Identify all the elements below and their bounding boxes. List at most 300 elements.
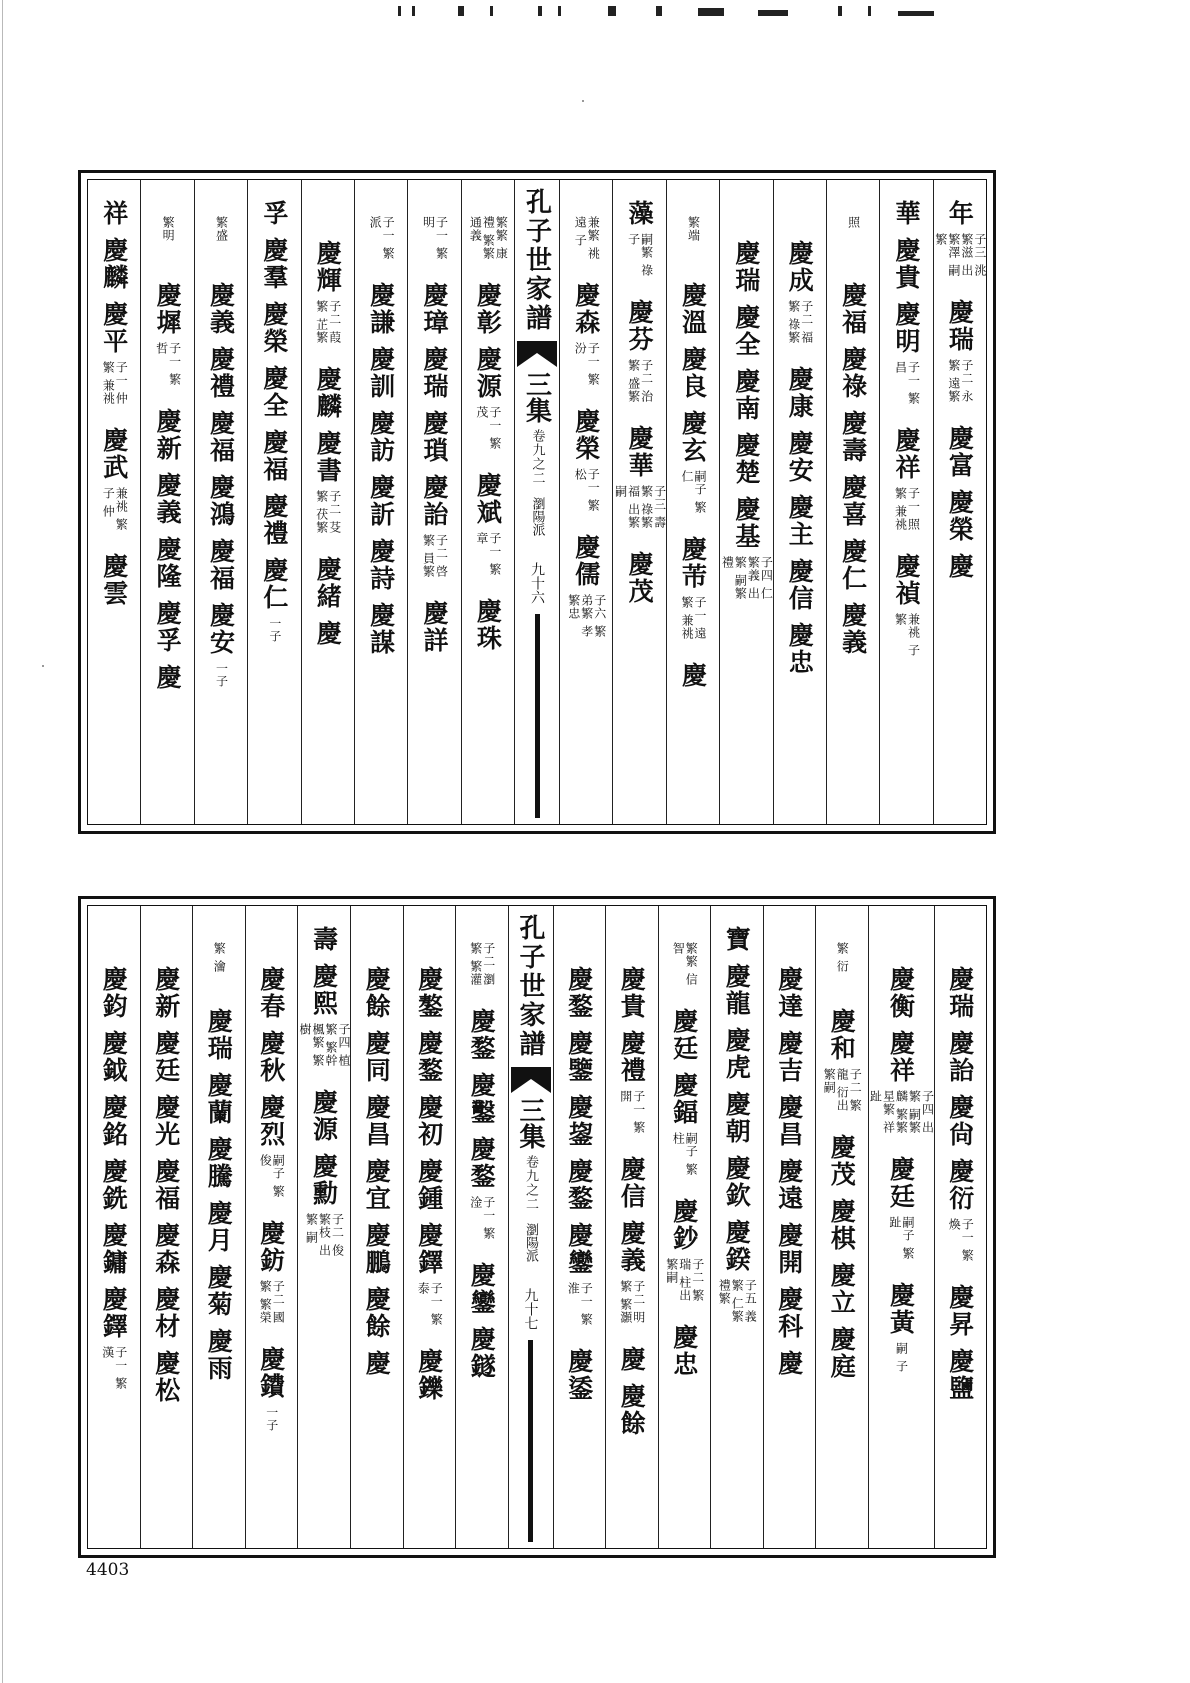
person-name: 慶明 bbox=[891, 301, 921, 355]
genealogy-entry bbox=[731, 304, 761, 358]
genealogy-entry bbox=[945, 1030, 975, 1084]
genealogy-entry bbox=[838, 474, 868, 528]
spine-bar bbox=[535, 614, 540, 818]
genealogy-entry bbox=[945, 966, 975, 1020]
person-name: 孚 bbox=[259, 200, 289, 227]
person-name: 慶芾 bbox=[678, 536, 708, 590]
genealogy-entry bbox=[473, 282, 503, 336]
person-name: 慶瑣 bbox=[419, 410, 449, 464]
book-page-number: 4403 bbox=[86, 1560, 130, 1580]
person-name: 慶吉 bbox=[774, 1030, 804, 1084]
person-name: 慶珠 bbox=[473, 598, 503, 652]
genealogy-entry bbox=[99, 1158, 129, 1212]
genealogy-entry bbox=[722, 963, 752, 1017]
person-name: 慶主 bbox=[785, 494, 815, 548]
person-name: 慶鑿 bbox=[467, 1072, 497, 1126]
genealogy-entry bbox=[151, 1094, 181, 1148]
person-name: 慶基 bbox=[731, 496, 761, 550]
genealogy-entry bbox=[259, 557, 289, 673]
genealogy-entry bbox=[362, 1222, 392, 1276]
genealogy-column bbox=[88, 180, 140, 824]
genealogy-column bbox=[140, 180, 193, 824]
lineage-note: 子二 瀏繁 繁灌 bbox=[468, 942, 496, 986]
genealogy-entry bbox=[467, 1326, 497, 1380]
person-name: 慶全 bbox=[259, 365, 289, 419]
genealogy-entry bbox=[617, 1383, 647, 1437]
genealogy-entry bbox=[886, 966, 916, 1020]
lineage-note: 子二 繁龍 衍出 繁嗣 bbox=[822, 1068, 863, 1112]
person-name: 慶瑞 bbox=[204, 1008, 234, 1062]
genealogy-entry bbox=[419, 410, 449, 464]
person-name: 慶開 bbox=[774, 1222, 804, 1276]
genealogy-entry bbox=[305, 1153, 344, 1269]
genealogy-entry bbox=[259, 301, 289, 355]
genealogy-entry bbox=[467, 1072, 497, 1126]
lineage-note: 子六 繁弟繁 孝繁忠 bbox=[566, 594, 607, 638]
genealogy-entry bbox=[774, 1094, 804, 1148]
lineage-note: 子一 繁漢 bbox=[100, 1346, 128, 1390]
person-name: 慶武 bbox=[99, 427, 129, 481]
person-name: 慶義 bbox=[153, 472, 183, 526]
person-name: 慶詒 bbox=[419, 474, 449, 528]
genealogy-entry bbox=[419, 282, 449, 336]
person-name: 慶禎 bbox=[891, 553, 921, 607]
genealogy-entry bbox=[309, 926, 339, 953]
genealogy-entry bbox=[467, 1008, 497, 1062]
person-name: 慶福 bbox=[151, 1158, 181, 1212]
person-name: 慶廷 bbox=[151, 1030, 181, 1084]
lineage-note: 子四 出繁 嗣繁麟 繁繁 星繁 祥趾 bbox=[868, 1090, 935, 1134]
genealogy-entry bbox=[469, 936, 495, 998]
person-name: 慶達 bbox=[774, 966, 804, 1020]
person-name: 慶源 bbox=[309, 1089, 339, 1143]
genealogy-column bbox=[815, 906, 868, 1548]
genealogy-column bbox=[612, 180, 665, 824]
speck bbox=[42, 665, 44, 667]
person-name: 慶蘭 bbox=[204, 1072, 234, 1126]
person-name: 慶訓 bbox=[366, 346, 396, 400]
genealogy-entry bbox=[827, 1134, 857, 1188]
lineage-note: 子二 啓繁 員繁 bbox=[421, 534, 449, 578]
genealogy-entry bbox=[309, 1089, 339, 1143]
genealogy-entry bbox=[838, 346, 868, 400]
genealogy-entry bbox=[366, 602, 396, 656]
person-name: 慶菊 bbox=[204, 1264, 234, 1318]
person-name: 慶鍾 bbox=[414, 1158, 444, 1212]
person-name: 慶詩 bbox=[366, 538, 396, 592]
genealogy-entry bbox=[671, 936, 697, 998]
genealogy-entry bbox=[573, 408, 599, 524]
genealogy-column bbox=[301, 180, 354, 824]
person-name: 慶鈞 bbox=[99, 966, 129, 1020]
person-name: 慶福 bbox=[206, 538, 236, 592]
genealogy-entry bbox=[627, 200, 653, 289]
genealogy-entry bbox=[835, 936, 848, 998]
genealogy-entry bbox=[717, 1219, 756, 1335]
genealogy-entry bbox=[259, 237, 289, 291]
genealogy-entry bbox=[259, 200, 289, 227]
genealogy-entry bbox=[774, 1030, 804, 1084]
lineage-note: 子一 仲繁 兼祧 bbox=[101, 361, 129, 405]
person-name: 寶 bbox=[722, 926, 752, 953]
genealogy-entry bbox=[625, 551, 655, 605]
genealogy-entry bbox=[619, 1220, 645, 1336]
genealogy-column bbox=[666, 180, 719, 824]
person-name: 慶鈁 bbox=[256, 1220, 286, 1274]
genealogy-column bbox=[933, 180, 986, 824]
lineage-note: 一子 bbox=[214, 662, 229, 688]
lineage-note: 子一 遠繁 兼祧 bbox=[679, 596, 707, 640]
person-name: 慶福 bbox=[838, 282, 868, 336]
genealogy-entry bbox=[893, 553, 919, 669]
genealogy-entry bbox=[101, 427, 127, 543]
person-name: 慶黃 bbox=[886, 1282, 916, 1336]
person-name: 慶 bbox=[362, 1350, 392, 1377]
genealogy-entry bbox=[99, 200, 129, 227]
person-name: 慶 bbox=[617, 1346, 647, 1373]
lineage-note: 子一 繁明 bbox=[421, 216, 449, 260]
genealogy-entry bbox=[206, 410, 236, 464]
lineage-note: 子一 繁汾 bbox=[573, 342, 601, 386]
person-name: 慶鵬 bbox=[362, 1222, 392, 1276]
genealogy-entry bbox=[785, 622, 815, 676]
person-name: 慶鹽 bbox=[945, 1348, 975, 1402]
lineage-note: 繁 衍 bbox=[835, 942, 850, 973]
person-name: 慶鐸 bbox=[414, 1222, 444, 1276]
genealogy-entry bbox=[366, 538, 396, 592]
lineage-note: 子三 壽繁 祿繁福 出繁 嗣 bbox=[613, 485, 667, 529]
lineage-note: 子二 福繁 祿繁 bbox=[786, 300, 814, 344]
person-name: 慶鑾 bbox=[564, 1222, 594, 1276]
genealogy-entry bbox=[847, 210, 860, 272]
person-name: 壽 bbox=[309, 926, 339, 953]
genealogy-entry bbox=[564, 1158, 594, 1212]
genealogy-column bbox=[192, 906, 245, 1548]
lineage-note: 子三 洮繁滋 出繁澤 嗣繁 bbox=[933, 233, 987, 277]
lineage-note: 子二 國繁 繁榮 bbox=[258, 1280, 286, 1324]
person-name: 慶義 bbox=[617, 1220, 647, 1274]
genealogy-entry bbox=[204, 1136, 234, 1190]
genealogy-entry bbox=[617, 966, 647, 1020]
person-name: 慶鋆 bbox=[564, 1094, 594, 1148]
genealogy-entry bbox=[366, 474, 396, 528]
genealogy-column bbox=[297, 906, 350, 1548]
person-name: 慶訪 bbox=[366, 410, 396, 464]
genealogy-column bbox=[350, 906, 403, 1548]
genealogy-entry bbox=[564, 1094, 594, 1148]
lineage-note: 一子 bbox=[264, 1406, 279, 1432]
genealogy-column bbox=[605, 906, 658, 1548]
person-name: 慶虎 bbox=[722, 1027, 752, 1081]
lineage-note: 一子 bbox=[267, 617, 282, 643]
person-name: 慶雨 bbox=[204, 1328, 234, 1382]
person-name: 慶信 bbox=[785, 558, 815, 612]
genealogy-entry bbox=[945, 1348, 975, 1402]
person-name: 慶餘 bbox=[362, 1286, 392, 1340]
genealogy-entry bbox=[893, 301, 919, 417]
person-name: 慶華 bbox=[625, 425, 655, 479]
lineage-note: 子二 明繁 繁灝 bbox=[618, 1280, 646, 1324]
genealogy-entry bbox=[774, 1222, 804, 1276]
person-name: 慶仁 bbox=[838, 538, 868, 592]
speck bbox=[582, 100, 584, 102]
person-name: 慶源 bbox=[473, 346, 503, 400]
person-name: 慶福 bbox=[206, 410, 236, 464]
person-name: 慶義 bbox=[838, 602, 868, 656]
genealogy-entry bbox=[414, 1094, 444, 1148]
genealogy-column bbox=[461, 180, 514, 824]
genealogy-column bbox=[559, 180, 612, 824]
genealogy-column bbox=[88, 906, 140, 1548]
person-name: 慶鉞 bbox=[99, 1030, 129, 1084]
genealogy-entry bbox=[362, 1286, 392, 1340]
lineage-note: 子一 繁松 bbox=[573, 468, 601, 512]
genealogy-entry bbox=[567, 534, 606, 650]
genealogy-entry bbox=[573, 210, 599, 272]
person-name: 慶全 bbox=[731, 304, 761, 358]
genealogy-entry bbox=[214, 210, 227, 272]
genealogy-entry bbox=[566, 1222, 592, 1338]
genealogy-entry bbox=[366, 410, 396, 464]
person-name: 慶祥 bbox=[886, 1030, 916, 1084]
genealogy-entry bbox=[101, 301, 127, 417]
genealogy-entry bbox=[731, 432, 761, 486]
genealogy-entry bbox=[475, 472, 501, 588]
lineage-note: 子二 繁瑞 柱出 繁嗣 bbox=[664, 1258, 705, 1302]
book-title: 孔子世家譜 bbox=[515, 914, 545, 1059]
genealogy-entry bbox=[212, 936, 225, 998]
genealogy-column bbox=[773, 180, 826, 824]
genealogy-entry bbox=[204, 1008, 234, 1062]
genealogy-entry bbox=[467, 1262, 497, 1316]
person-name: 慶鍪 bbox=[414, 1030, 444, 1084]
genealogy-entry bbox=[421, 210, 447, 272]
genealogy-entry bbox=[945, 553, 975, 580]
person-name: 慶信 bbox=[617, 1156, 647, 1210]
genealogy-entry bbox=[678, 662, 708, 689]
person-name: 慶麟 bbox=[313, 366, 343, 420]
lineage-note: 子四 植繁 繁幹 楓繁 繁樹 bbox=[298, 1023, 351, 1067]
genealogy-entry bbox=[722, 1027, 752, 1081]
genealogy-entry bbox=[99, 1030, 129, 1084]
genealogy-entry bbox=[720, 496, 772, 612]
lineage-note: 子一 繁淮 bbox=[566, 1282, 594, 1326]
genealogy-entry bbox=[366, 346, 396, 400]
person-name: 慶禮 bbox=[259, 493, 289, 547]
genealogy-column bbox=[407, 180, 460, 824]
person-name: 慶隆 bbox=[153, 536, 183, 590]
lineage-note: 繁繁 信智 bbox=[671, 942, 699, 986]
person-name: 慶昌 bbox=[362, 1094, 392, 1148]
person-name: 慶貴 bbox=[617, 966, 647, 1020]
person-name: 慶安 bbox=[206, 602, 236, 656]
genealogy-entry bbox=[206, 474, 236, 528]
bleed-through-marks bbox=[398, 6, 938, 18]
person-name: 慶鐸 bbox=[99, 1286, 129, 1340]
genealogy-column bbox=[403, 906, 456, 1548]
genealogy-entry bbox=[475, 346, 501, 462]
person-name: 慶彰 bbox=[473, 282, 503, 336]
genealogy-entry bbox=[785, 430, 815, 484]
lineage-note: 子一 繁昌 bbox=[893, 361, 921, 405]
genealogy-page-top bbox=[78, 170, 996, 834]
genealogy-entry bbox=[421, 474, 447, 590]
genealogy-entry bbox=[617, 1156, 647, 1210]
genealogy-entry bbox=[869, 1030, 934, 1146]
person-name: 慶良 bbox=[678, 346, 708, 400]
chapter-label: 卷九之二 bbox=[523, 1155, 538, 1211]
genealogy-entry bbox=[680, 410, 706, 526]
person-name: 慶雲 bbox=[99, 553, 129, 607]
person-name: 慶玄 bbox=[678, 410, 708, 464]
genealogy-entry bbox=[151, 966, 181, 1020]
genealogy-entry bbox=[573, 282, 599, 398]
person-name: 慶斌 bbox=[473, 472, 503, 526]
lineage-note: 子二 芟繁 茯繁 bbox=[314, 490, 342, 534]
genealogy-entry bbox=[947, 1158, 973, 1274]
lineage-note: 子一 繁哲 bbox=[154, 342, 182, 386]
genealogy-entry bbox=[99, 966, 129, 1020]
person-name: 慶鍪 bbox=[467, 1008, 497, 1062]
center-spine bbox=[514, 180, 559, 824]
person-name: 慶禮 bbox=[617, 1030, 647, 1084]
person-name: 慶欽 bbox=[722, 1155, 752, 1209]
genealogy-entry bbox=[785, 494, 815, 548]
leaf-label: 九十七 bbox=[522, 1288, 539, 1330]
genealogy-column bbox=[934, 906, 987, 1548]
person-name: 慶成 bbox=[785, 240, 815, 294]
person-name: 慶訢 bbox=[366, 474, 396, 528]
genealogy-entry bbox=[665, 1198, 704, 1314]
genealogy-entry bbox=[258, 1220, 284, 1336]
person-name: 慶忠 bbox=[785, 622, 815, 676]
genealogy-entry bbox=[151, 1286, 181, 1340]
genealogy-entry bbox=[362, 966, 392, 1020]
person-name: 慶科 bbox=[774, 1286, 804, 1340]
genealogy-entry bbox=[259, 429, 289, 483]
genealogy-entry bbox=[945, 425, 975, 479]
genealogy-entry bbox=[627, 299, 653, 415]
lineage-note: 嗣子 繁趾 bbox=[888, 1216, 915, 1260]
lineage-note: 繁端 bbox=[686, 216, 701, 242]
genealogy-entry bbox=[838, 282, 868, 336]
person-name: 慶鈔 bbox=[669, 1198, 699, 1252]
person-name: 慶義 bbox=[206, 282, 236, 336]
genealogy-entry bbox=[722, 926, 752, 953]
genealogy-entry bbox=[722, 1091, 752, 1145]
person-name: 慶 bbox=[153, 664, 183, 691]
person-name: 慶森 bbox=[571, 282, 601, 336]
person-name: 慶庭 bbox=[827, 1326, 857, 1380]
person-name: 慶福 bbox=[259, 429, 289, 483]
lineage-note: 兼祧 子繁 bbox=[893, 613, 921, 657]
person-name: 慶壽 bbox=[838, 410, 868, 464]
genealogy-column bbox=[140, 906, 193, 1548]
genealogy-entry bbox=[891, 237, 921, 291]
person-name: 慶昌 bbox=[774, 1094, 804, 1148]
genealogy-entry bbox=[886, 1282, 916, 1398]
lineage-note: 子一 繁章 bbox=[474, 532, 502, 576]
lineage-note: 嗣 子 bbox=[894, 1342, 909, 1373]
genealogy-entry bbox=[731, 368, 761, 422]
genealogy-entry bbox=[155, 282, 181, 398]
genealogy-entry bbox=[731, 240, 761, 294]
person-name: 慶新 bbox=[153, 408, 183, 462]
person-name: 慶忠 bbox=[669, 1324, 699, 1378]
person-name: 慶銘 bbox=[99, 1094, 129, 1148]
person-name: 慶光 bbox=[151, 1094, 181, 1148]
person-name: 慶 bbox=[678, 662, 708, 689]
person-name: 慶墀 bbox=[153, 282, 183, 336]
genealogy-entry bbox=[362, 1030, 392, 1084]
person-name: 慶康 bbox=[785, 366, 815, 420]
lineage-note: 嗣子 繁仁 bbox=[679, 470, 707, 514]
genealogy-entry bbox=[315, 240, 341, 356]
genealogy-entry bbox=[838, 538, 868, 592]
lineage-note: 繁盛 bbox=[214, 216, 229, 242]
genealogy-entry bbox=[619, 1030, 645, 1146]
person-name: 慶榮 bbox=[259, 301, 289, 355]
person-name: 慶祥 bbox=[891, 427, 921, 481]
genealogy-entry bbox=[671, 1072, 697, 1188]
person-name: 慶森 bbox=[151, 1222, 181, 1276]
genealogy-entry bbox=[99, 1094, 129, 1148]
lineage-note: 嗣子 繁俊 bbox=[258, 1154, 286, 1198]
genealogy-entry bbox=[416, 1222, 442, 1338]
person-name: 慶禮 bbox=[206, 346, 236, 400]
person-name: 慶孚 bbox=[153, 600, 183, 654]
person-name: 慶儒 bbox=[571, 534, 601, 588]
lineage-note: 子一 繁開 bbox=[618, 1090, 646, 1134]
genealogy-entry bbox=[468, 210, 507, 272]
book-title: 孔子世家譜 bbox=[521, 188, 552, 333]
person-name: 慶棋 bbox=[827, 1198, 857, 1252]
genealogy-column bbox=[455, 906, 508, 1548]
lineage-note: 繁 瀹 bbox=[212, 942, 227, 973]
person-name: 慶春 bbox=[256, 966, 286, 1020]
page-frame bbox=[87, 179, 987, 825]
lineage-note: 子二 葭繁 芷繁 bbox=[314, 300, 342, 344]
genealogy-entry bbox=[678, 282, 708, 336]
genealogy-entry bbox=[617, 1346, 647, 1373]
genealogy-entry bbox=[838, 410, 868, 464]
person-name: 慶衍 bbox=[945, 1158, 975, 1212]
genealogy-column bbox=[719, 180, 772, 824]
person-name: 慶熙 bbox=[309, 963, 339, 1017]
person-name: 慶詳 bbox=[419, 600, 449, 654]
lineage-note: 嗣繁 祿子 bbox=[626, 233, 654, 277]
genealogy-entry bbox=[827, 1262, 857, 1316]
genealogy-entry bbox=[153, 664, 183, 691]
person-name: 慶龍 bbox=[722, 963, 752, 1017]
genealogy-entry bbox=[614, 425, 666, 541]
genealogy-entry bbox=[256, 1030, 286, 1084]
leaf-label: 九十六 bbox=[529, 562, 545, 604]
genealogy-entry bbox=[153, 600, 183, 654]
genealogy-column bbox=[354, 180, 407, 824]
lineage-note: 子二 治繁 盛繁 bbox=[626, 359, 654, 403]
genealogy-entry bbox=[366, 282, 396, 336]
lineage-note: 子二 永繁 遠繁 bbox=[946, 359, 974, 403]
genealogy-entry bbox=[161, 210, 174, 272]
chapter-label: 卷九之二 bbox=[529, 429, 545, 485]
genealogy-entry bbox=[564, 966, 594, 1020]
person-name: 慶鑾 bbox=[467, 1262, 497, 1316]
person-name: 慶 bbox=[313, 620, 343, 647]
person-name: 慶安 bbox=[785, 430, 815, 484]
genealogy-entry bbox=[99, 1222, 129, 1276]
genealogy-entry bbox=[204, 1072, 234, 1126]
